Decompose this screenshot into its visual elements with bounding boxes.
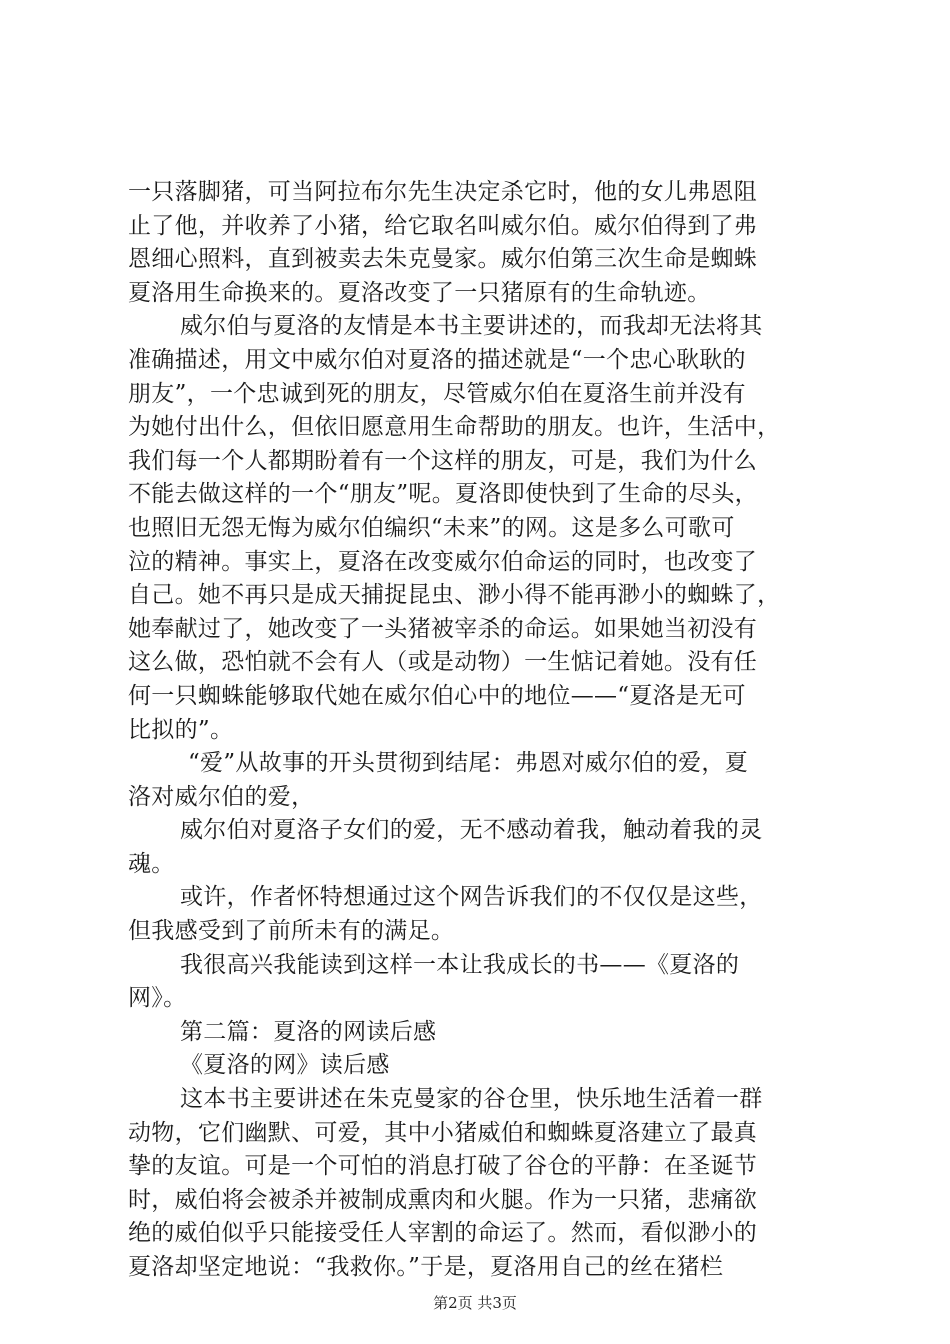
text-line: 时，威伯将会被杀并被制成熏肉和火腿。作为一只猪，悲痛欲 [128, 1186, 758, 1213]
text-line: 我们每一个人都期盼着有一个这样的朋友，可是，我们为什么 [128, 447, 758, 474]
text-line: 自己。她不再只是成天捕捉昆虫、渺小得不能再渺小的蜘蛛了， [128, 582, 781, 609]
text-line: 第二篇：夏洛的网读后感 [180, 1018, 437, 1045]
text-line: 何一只蜘蛛能够取代她在威尔伯心中的地位——“夏洛是无可 [128, 682, 746, 709]
text-line: 泣的精神。事实上，夏洛在改变威尔伯命运的同时，也改变了 [128, 548, 758, 575]
text-line: 《夏洛的网》读后感 [180, 1052, 390, 1079]
text-line: 准确描述，用文中威尔伯对夏洛的描述就是“一个忠心耿耿的 [128, 346, 746, 373]
text-line: 一只落脚猪，可当阿拉布尔先生决定杀它时，他的女儿弗恩阻 [128, 179, 758, 205]
text-line: 也照旧无怨无悔为威尔伯编织“未来”的网。这是多么可歌可 [128, 514, 735, 541]
text-line: 洛对威尔伯的爱， [128, 783, 315, 810]
page-footer: 第2页 共3页 [433, 1294, 517, 1312]
text-line: 威尔伯与夏洛的友情是本书主要讲述的，而我却无法将其 [180, 313, 763, 340]
text-line: 她奉献过了，她改变了一头猪被宰杀的命运。如果她当初没有 [128, 615, 758, 642]
text-line: 夏洛却坚定地说：“我救你。”于是，夏洛用自己的丝在猪栏 [128, 1254, 724, 1280]
text-line: 不能去做这样的一个“朋友”呢。夏洛即使快到了生命的尽头， [128, 481, 758, 508]
text-line: 这本书主要讲述在朱克曼家的谷仓里，快乐地生活着一群 [180, 1086, 763, 1113]
text-line: 这么做，恐怕就不会有人（或是动物）一生惦记着她。没有任 [128, 649, 758, 676]
text-line: 比拟的”。 [128, 716, 234, 743]
text-line: 挚的友谊。可是一个可怕的消息打破了谷仓的平静：在圣诞节 [128, 1153, 758, 1180]
text-line: 止了他，并收养了小猪，给它取名叫威尔伯。威尔伯得到了弗 [128, 212, 758, 239]
text-line: 恩细心照料，直到被卖去朱克曼家。威尔伯第三次生命是蜘蛛 [128, 246, 758, 273]
text-line: 夏洛用生命换来的。夏洛改变了一只猪原有的生命轨迹。 [128, 279, 711, 306]
text-line: 或许，作者怀特想通过这个网告诉我们的不仅仅是这些， [180, 884, 763, 911]
text-line: 动物，它们幽默、可爱，其中小猪威伯和蜘蛛夏洛建立了最真 [128, 1119, 758, 1146]
text-line: 绝的威伯似乎只能接受任人宰割的命运了。然而，看似渺小的 [128, 1220, 758, 1247]
text-line: 威尔伯对夏洛子女们的爱，无不感动着我，触动着我的灵 [180, 817, 763, 844]
text-line: 我很高兴我能读到这样一本让我成长的书——《夏洛的 [180, 951, 740, 978]
text-line: 网》。 [128, 985, 187, 1012]
text-line: “爱”从故事的开头贯彻到结尾：弗恩对威尔伯的爱，夏 [188, 750, 749, 777]
text-line: 但我感受到了前所未有的满足。 [128, 918, 455, 945]
text-line: 朋友”，一个忠诚到死的朋友，尽管威尔伯在夏洛生前并没有 [128, 380, 746, 407]
document-body [128, 176, 828, 1285]
text-line: 魂。 [128, 850, 175, 877]
text-line: 为她付出什么，但依旧愿意用生命帮助的朋友。也许，生活中， [128, 414, 781, 441]
